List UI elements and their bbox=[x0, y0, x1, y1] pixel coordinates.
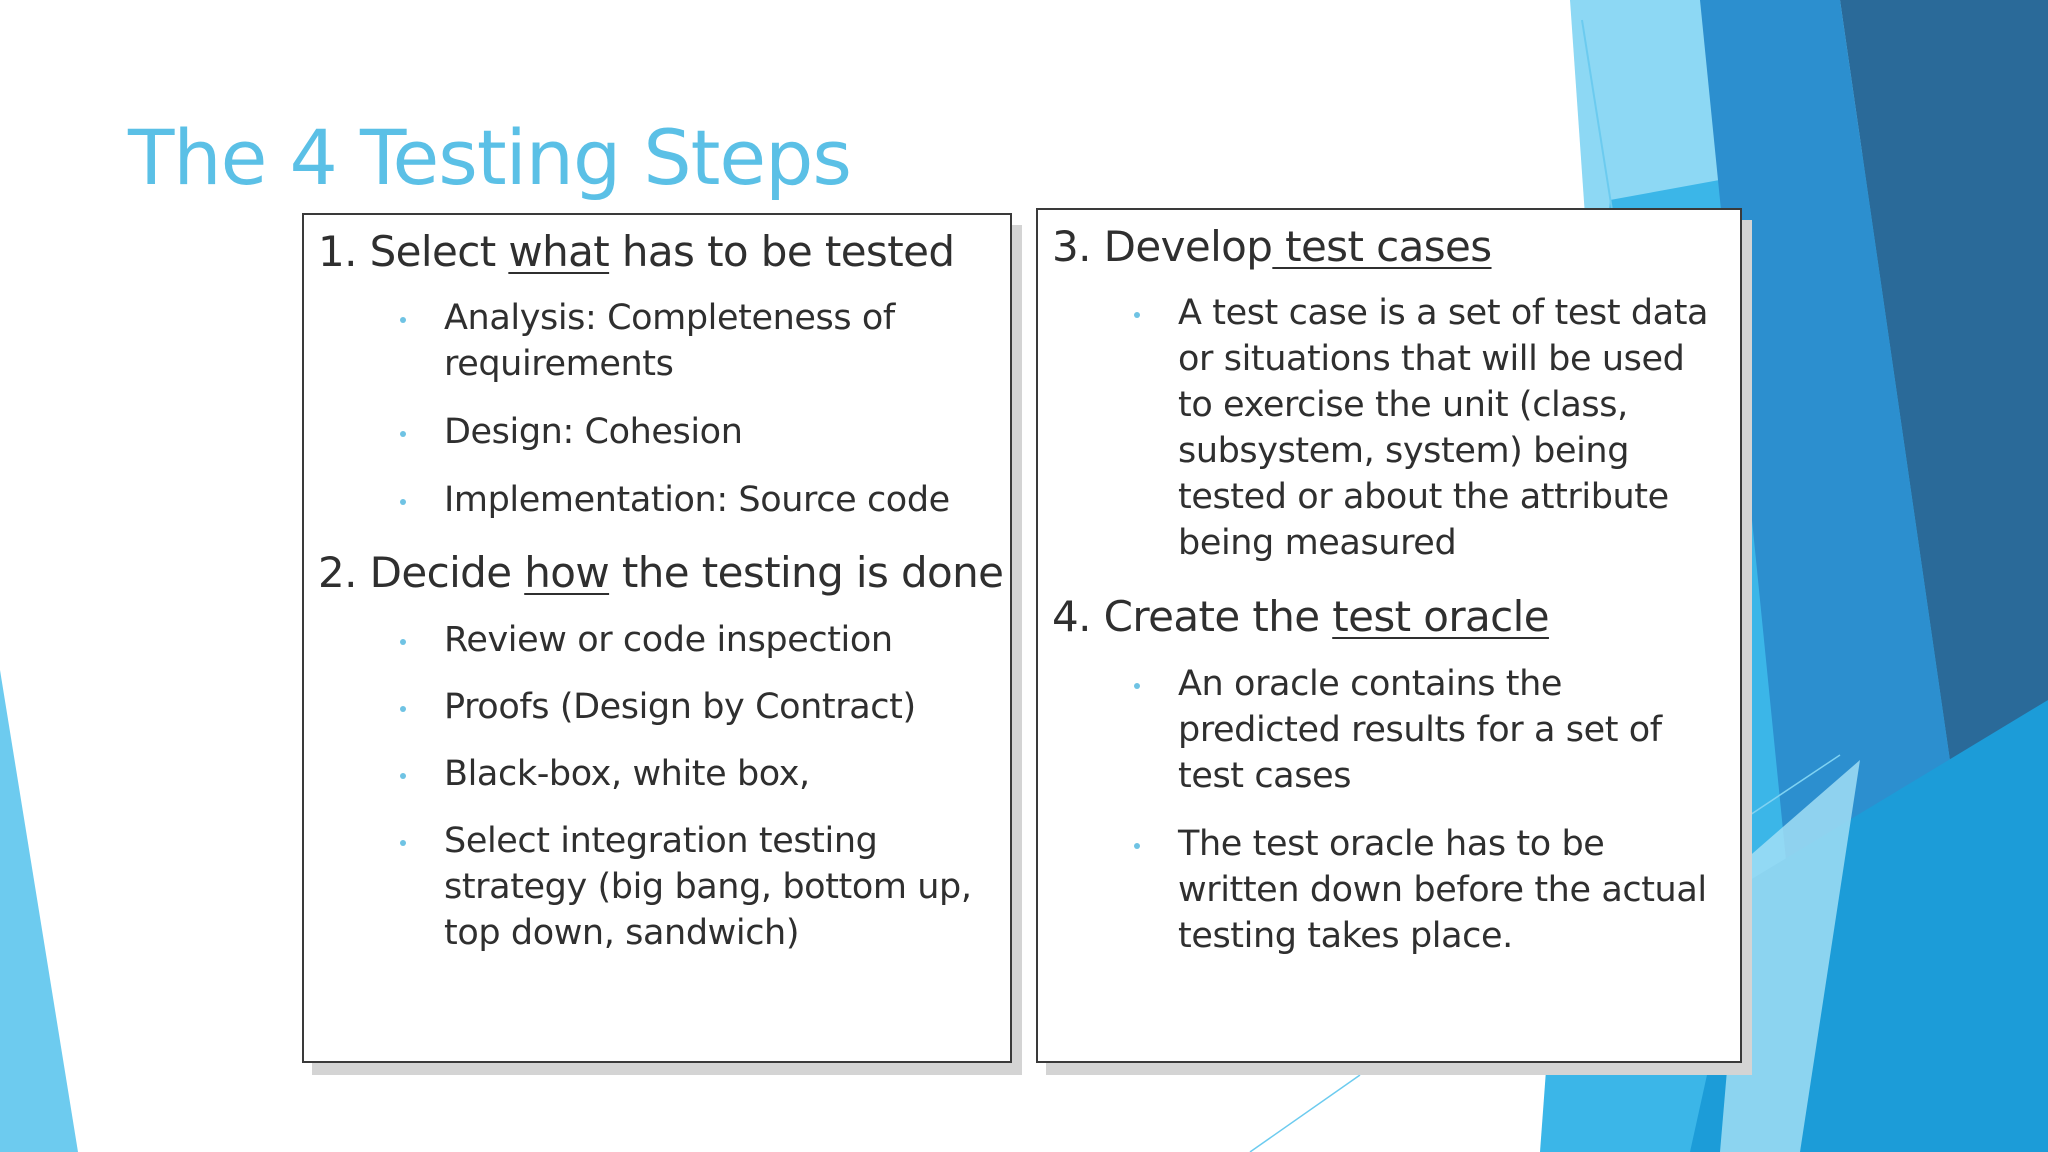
step-4-prefix: 4. Create the bbox=[1052, 592, 1333, 641]
list-item bbox=[444, 818, 1004, 956]
step-3-heading bbox=[1052, 218, 1492, 276]
step-1-bullets bbox=[444, 295, 994, 523]
left-edge-panel bbox=[0, 670, 78, 1152]
step-1-heading bbox=[318, 223, 954, 281]
step-4-bullets bbox=[1178, 661, 1733, 959]
bullet-text: An oracle contains the predicted results for a set of test cases bbox=[1178, 664, 1662, 796]
bullet-text: Select integration testing strategy (big bang, bottom up, top down, sandwich) bbox=[444, 821, 972, 953]
bullet-text: Analysis: Completeness of requirements bbox=[444, 298, 895, 384]
bullet-text: Proofs (Design by Contract) bbox=[444, 687, 916, 727]
thin-line-bottom bbox=[1250, 1075, 1360, 1152]
step-1-prefix: 1. Select bbox=[318, 227, 509, 276]
list-item bbox=[444, 684, 1004, 730]
step-2-suffix: the testing is done bbox=[609, 548, 1004, 597]
step-2-heading bbox=[318, 544, 1003, 602]
list-item bbox=[444, 477, 994, 523]
step-1-suffix: has to be tested bbox=[609, 227, 955, 276]
list-item bbox=[444, 751, 1004, 797]
step-4-section bbox=[1052, 588, 1549, 646]
step-3-underlined: test cases bbox=[1272, 222, 1492, 271]
step-3-prefix: 3. Develop bbox=[1052, 222, 1273, 271]
step-1-section bbox=[318, 223, 954, 281]
slide-title: The 4 Testing Steps bbox=[128, 113, 852, 202]
list-item bbox=[1178, 290, 1726, 566]
right-content-box bbox=[1036, 208, 1742, 1063]
step-3-section bbox=[1052, 218, 1492, 276]
step-4-heading bbox=[1052, 588, 1549, 646]
list-item bbox=[444, 617, 1004, 663]
left-content-box bbox=[302, 213, 1012, 1063]
bullet-text: Implementation: Source code bbox=[444, 480, 950, 520]
bullet-text: Review or code inspection bbox=[444, 620, 893, 660]
list-item bbox=[1178, 661, 1733, 799]
step-2-prefix: 2. Decide bbox=[318, 548, 525, 597]
step-2-bullets bbox=[444, 617, 1004, 956]
bullet-text: Design: Cohesion bbox=[444, 412, 743, 452]
step-3-bullets bbox=[1178, 290, 1726, 566]
step-2-underlined: how bbox=[524, 548, 610, 597]
step-2-section bbox=[318, 544, 1003, 602]
bullet-text: A test case is a set of test data or situations that will be used to exercise the unit (class, subsystem, system) being tested or about the attribute being measured bbox=[1178, 293, 1709, 563]
bullet-text: Black-box, white box, bbox=[444, 754, 810, 794]
step-1-underlined: what bbox=[508, 227, 610, 276]
bullet-text: The test oracle has to be written down before the actual testing takes place. bbox=[1178, 824, 1707, 956]
list-item bbox=[444, 295, 994, 387]
step-4-underlined: test oracle bbox=[1332, 592, 1549, 641]
list-item bbox=[444, 409, 994, 455]
list-item bbox=[1178, 821, 1733, 959]
